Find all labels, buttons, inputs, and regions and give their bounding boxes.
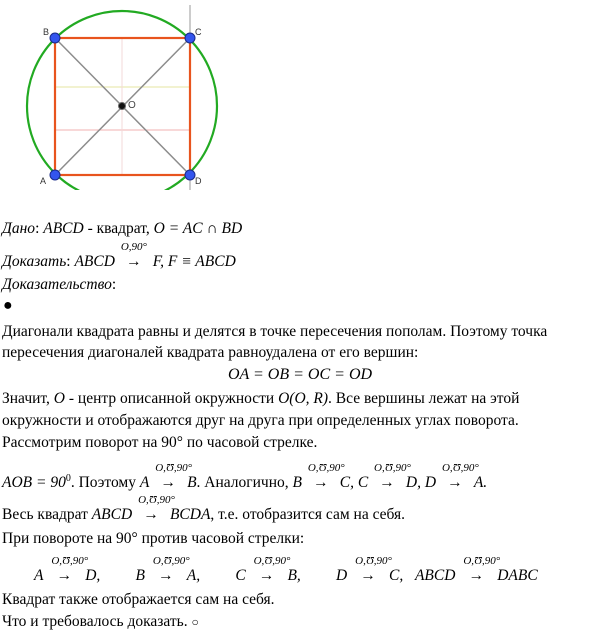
rotation-arrow: O,90° →	[120, 241, 147, 270]
proof-line: Доказательство:	[2, 276, 117, 293]
end-of-proof-mark: ○	[191, 615, 199, 629]
rotation-arrow: O,Ʊ,90° →	[155, 462, 192, 492]
rotation-arrow: O,Ʊ,90° →	[138, 494, 175, 523]
given-line: Дано: ABCD - квадрат, O = AC ∩ BD	[2, 220, 243, 237]
label-a: A	[40, 176, 47, 186]
conclusion-line: Что и требовалось доказать. ○	[2, 613, 199, 630]
point-d	[185, 170, 195, 180]
label-c: C	[195, 27, 202, 37]
whole-square-line: Весь квадрат ABCD O,Ʊ,90° → BCDA, т.е. отобразится сам на себя.	[2, 494, 406, 523]
given-label: Дано	[2, 220, 36, 237]
rotation-arrow: O,Ʊ,90° →	[307, 462, 345, 492]
text-line: пересечения диагоналей квадрата равноудалена от его вершин:	[2, 344, 419, 361]
text-line: При повороте на 90° против часовой стрелки:	[2, 530, 305, 547]
prove-line: Доказать: ABCD O,90° → F, F ≡ ABCD	[2, 241, 236, 270]
rotation-arrow: O,Ʊ,90° →	[441, 462, 479, 492]
rotation-arrow: O,Ʊ,90° →	[463, 555, 501, 584]
label-b: B	[43, 27, 50, 37]
rotation-arrow: O,Ʊ,90° →	[253, 555, 291, 584]
equation: OA = OB = OC = OD	[227, 366, 373, 383]
text-line: Квадрат также отображается сам на себя.	[2, 591, 275, 608]
point-c	[185, 33, 195, 43]
prove-label: Доказать	[2, 253, 67, 270]
point-a	[50, 170, 60, 180]
text-line: Значит, O - центр описанной окружности O(O, R). Все вершины лежат на этой	[2, 390, 520, 407]
given-intersection: O = AC ∩ BD	[153, 220, 243, 237]
proof-bullet: ●	[3, 297, 13, 314]
rotation-arrow: O,Ʊ,90° →	[51, 555, 89, 584]
rotation-ccw-line: A O,Ʊ,90° → D, B O,Ʊ,90° → A, C O,Ʊ,90° → B, D O,Ʊ,90° → C, ABCD O,Ʊ,90° → DABC	[34, 555, 538, 584]
rotation-cw-line: AOB = $90^0$. Поэтому A O,Ʊ,90° → B. Аналогично, B O,Ʊ,90° → C, C O,Ʊ,90° → D, D O,Ʊ,90° → A.	[2, 462, 488, 492]
point-b	[50, 33, 60, 43]
rotation-arrow: O,Ʊ,90° →	[355, 555, 392, 584]
label-o: O	[128, 100, 136, 111]
text-line: Рассмотрим поворот на 90° по часовой стрелке.	[2, 434, 318, 451]
text-line: окружности и отображаются друг на друга при определенных углах поворота.	[2, 412, 519, 429]
proof-label: Доказательство	[2, 276, 112, 293]
point-o	[119, 103, 126, 110]
text-line: Диагонали квадрата равны и делятся в точке пересечения пополам. Поэтому точка	[2, 323, 548, 340]
geometry-figure	[0, 0, 260, 190]
rotation-arrow: O,Ʊ,90° →	[374, 462, 411, 492]
given-square: ABCD	[43, 220, 84, 237]
label-d: D	[195, 176, 202, 186]
rotation-arrow: O,Ʊ,90° →	[152, 555, 190, 584]
